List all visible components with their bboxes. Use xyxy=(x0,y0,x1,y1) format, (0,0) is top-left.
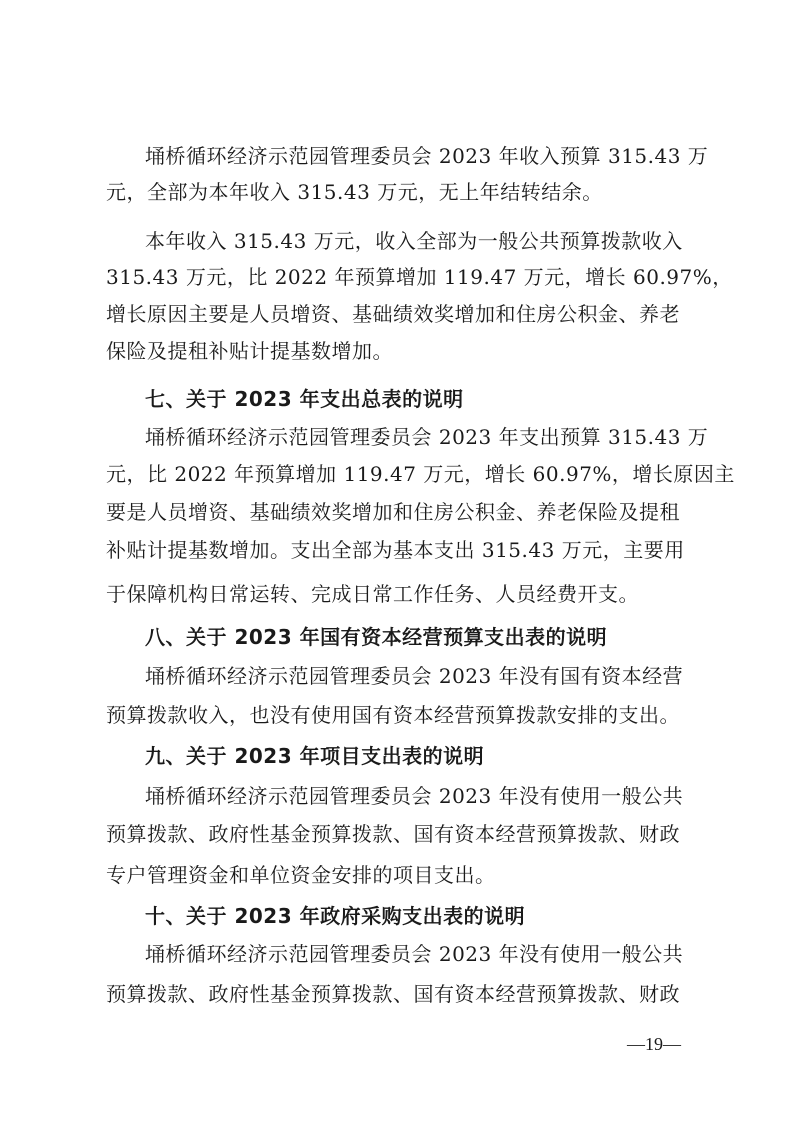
paragraph-line: 埇桥循环经济示范园管理委员会 2023 年没有使用一般公共 xyxy=(145,784,684,808)
paragraph-line: 埇桥循环经济示范园管理委员会 2023 年支出预算 315.43 万 xyxy=(145,425,709,449)
paragraph-line: 本年收入 315.43 万元，收入全部为一般公共预算拨款收入 xyxy=(145,229,683,253)
paragraph-line: 埇桥循环经济示范园管理委员会 2023 年没有使用一般公共 xyxy=(145,942,684,966)
paragraph-line: 补贴计提基数增加。支出全部为基本支出 315.43 万元，主要用 xyxy=(106,538,685,562)
paragraph-line: 保险及提租补贴计提基数增加。 xyxy=(106,339,393,363)
paragraph-line: 预算拨款、政府性基金预算拨款、国有资本经营预算拨款、财政 xyxy=(106,982,680,1006)
paragraph-line: 预算拨款、政府性基金预算拨款、国有资本经营预算拨款、财政 xyxy=(106,822,680,846)
paragraph-line: 专户管理资金和单位资金安排的项目支出。 xyxy=(106,863,496,887)
paragraph-line: 预算拨款收入，也没有使用国有资本经营预算拨款安排的支出。 xyxy=(106,703,680,727)
paragraph-line: 于保障机构日常运转、完成日常工作任务、人员经费开支。 xyxy=(106,582,639,606)
paragraph-line: 元，比 2022 年预算增加 119.47 万元，增长 60.97%，增长原因主 xyxy=(106,462,735,486)
paragraph-line: 315.43 万元，比 2022 年预算增加 119.47 万元，增长 60.97%， xyxy=(106,265,733,289)
paragraph-line: 增长原因主要是人员增资、基础绩效奖增加和住房公积金、养老 xyxy=(106,302,680,326)
paragraph-line: 元，全部为本年收入 315.43 万元，无上年结转结余。 xyxy=(106,180,603,204)
page-number: —19— xyxy=(627,1034,681,1054)
section-heading: 九、关于 2023 年项目支出表的说明 xyxy=(145,744,485,768)
section-heading: 十、关于 2023 年政府采购支出表的说明 xyxy=(145,904,526,928)
paragraph-line: 埇桥循环经济示范园管理委员会 2023 年没有国有资本经营 xyxy=(145,664,684,688)
section-heading: 七、关于 2023 年支出总表的说明 xyxy=(145,387,464,411)
section-heading: 八、关于 2023 年国有资本经营预算支出表的说明 xyxy=(145,625,608,649)
paragraph-line: 要是人员增资、基础绩效奖增加和住房公积金、养老保险及提租 xyxy=(106,500,680,524)
paragraph-line: 埇桥循环经济示范园管理委员会 2023 年收入预算 315.43 万 xyxy=(145,144,709,168)
